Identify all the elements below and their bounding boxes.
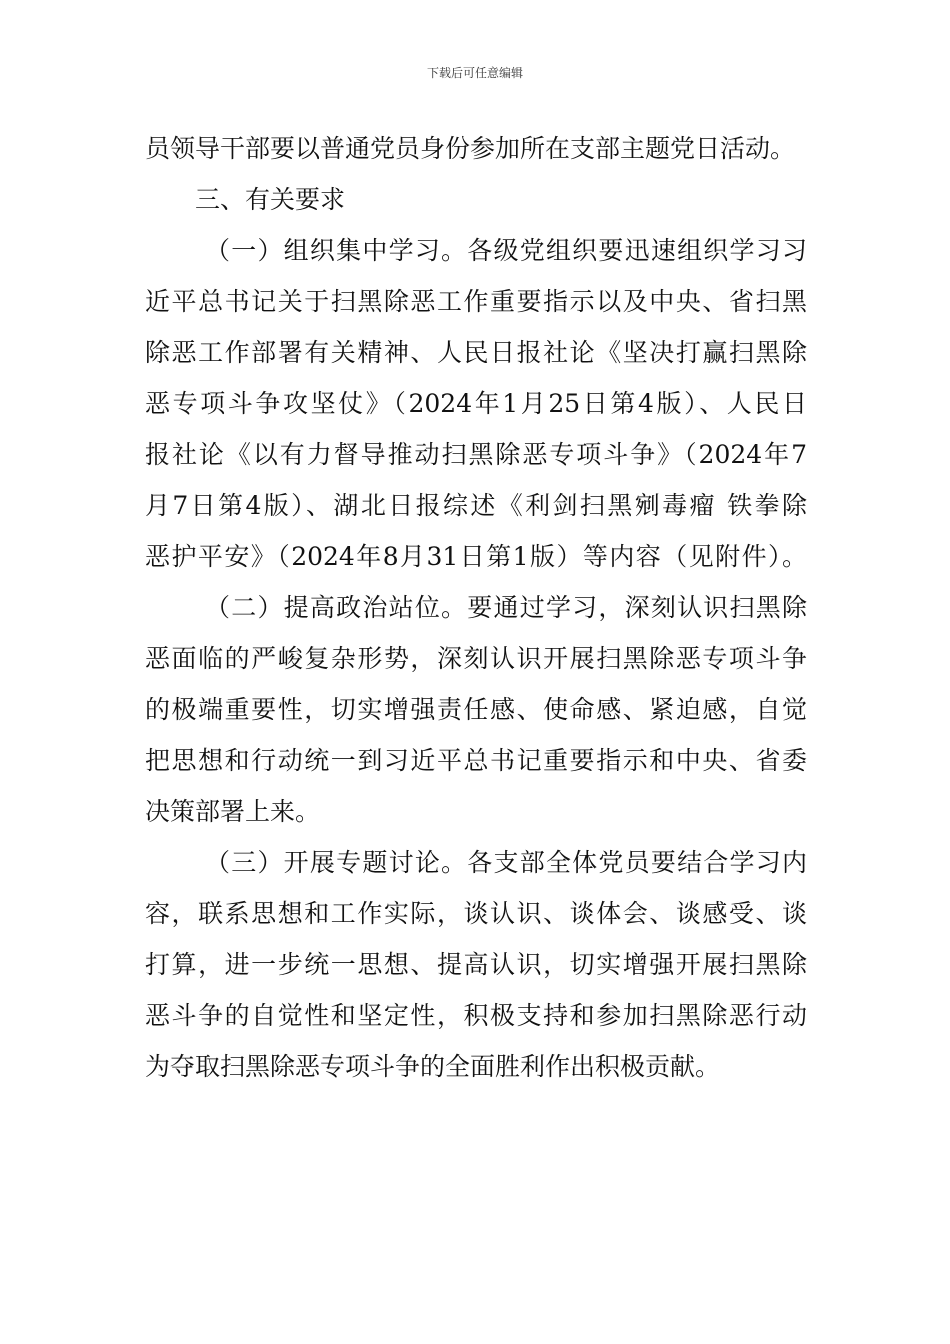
body-line: （一）组织集中学习。各级党组织要迅速组织学习习 [205,236,807,265]
page-header-note: 下载后可任意编辑 [426,66,523,80]
body-line: 恶斗争的自觉性和坚定性，积极支持和参加扫黑除恶行动 [145,1001,807,1030]
body-line: 恶面临的严峻复杂形势，深刻认识开展扫黑除恶专项斗争 [145,644,807,673]
body-line: （三）开展专题讨论。各支部全体党员要结合学习内 [205,848,807,877]
body-line: 打算，进一步统一思想、提高认识，切实增强开展扫黑除 [145,950,807,979]
body-line: 把思想和行动统一到习近平总书记重要指示和中央、省委 [145,746,807,775]
body-line: 报社论《以有力督导推动扫黑除恶专项斗争》（2024年7 [145,440,807,469]
section-heading: 三、有关要求 [195,185,346,214]
body-line: 为夺取扫黑除恶专项斗争的全面胜利作出积极贡献。 [145,1052,721,1081]
body-line: 近平总书记关于扫黑除恶工作重要指示以及中央、省扫黑 [145,287,807,316]
document-body [145,123,807,1092]
body-line: 月7日第4版）、湖北日报综述《利剑扫黑剜毒瘤 铁拳除 [145,491,807,520]
body-line: （二）提高政治站位。要通过学习，深刻认识扫黑除 [205,593,807,622]
body-line: 容，联系思想和工作实际，谈认识、谈体会、谈感受、谈 [145,899,807,928]
body-line: 决策部署上来。 [145,797,321,826]
body-line: 员领导干部要以普通党员身份参加所在支部主题党日活动。 [145,134,796,163]
body-line: 除恶工作部署有关精神、人民日报社论《坚决打赢扫黑除 [145,338,807,367]
body-line: 恶护平安》（2024年8月31日第1版）等内容（见附件）。 [145,542,807,571]
body-line: 的极端重要性，切实增强责任感、使命感、紧迫感，自觉 [145,695,807,724]
body-line: 恶专项斗争攻坚仗》（2024年1月25日第4版）、人民日 [145,389,807,418]
